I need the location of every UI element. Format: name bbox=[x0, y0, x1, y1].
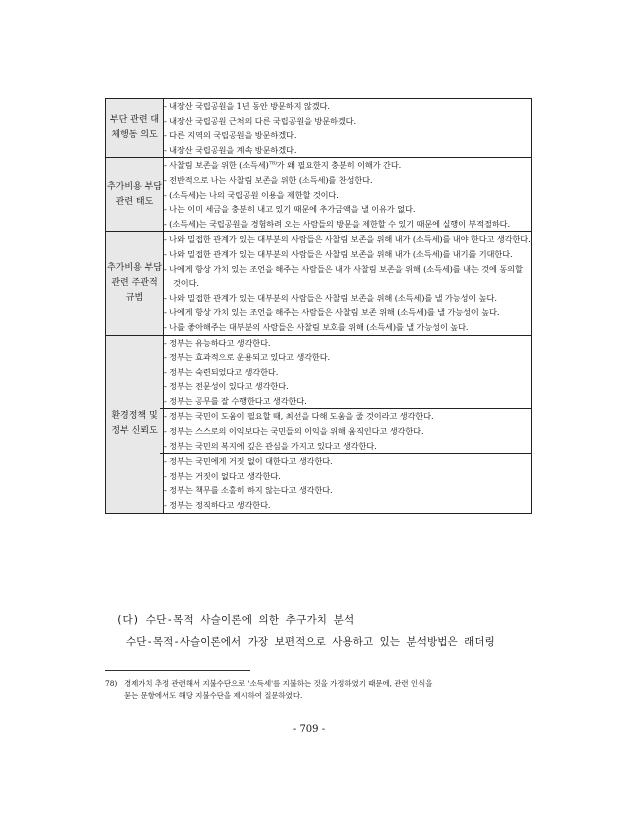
list-item: - 정부는 국민이 도움이 필요할 때, 최선을 다해 도움을 줄 것이라고 생각한다. bbox=[164, 411, 434, 422]
list-item: - 정부는 전문성이 있다고 생각한다. bbox=[164, 381, 289, 392]
footnote-marker: 78) bbox=[268, 160, 277, 167]
items-cell bbox=[164, 335, 532, 513]
footnote-number: 78) bbox=[105, 679, 118, 688]
survey-items-table bbox=[105, 98, 532, 514]
list-item: - 정부는 국민에게 거짓 없이 대한다고 생각한다. bbox=[164, 456, 333, 467]
list-item: - 정부는 유능하다고 생각한다. bbox=[164, 337, 271, 348]
category-cell: 부단 관련 대체행동 의도 bbox=[106, 99, 164, 158]
list-item: - 정부는 책무를 소홀히 하지 않는다고 생각한다. bbox=[164, 485, 333, 496]
items-cell bbox=[164, 158, 532, 232]
table-row bbox=[106, 232, 532, 335]
list-item: - 내장산 국립공원을 1년 동안 방문하지 않겠다. bbox=[164, 101, 330, 111]
list-item: - 내장산 국립공원 근처의 다른 국립공원을 방문하겠다. bbox=[164, 115, 356, 126]
list-item: - 정부는 국민의 복지에 깊은 관심을 가지고 있다고 생각한다. bbox=[160, 439, 531, 455]
body-paragraph: 수단-목적-사슬이론에서 가장 보편적으로 사용하고 있는 분석방법은 래더링 bbox=[126, 636, 495, 648]
section-heading: (다) 수단-목적 사슬이론에 의한 추구가치 분석 bbox=[116, 614, 355, 626]
list-item: - 다른 지역의 국립공원을 방문하겠다. bbox=[164, 130, 297, 141]
footnote-divider bbox=[105, 670, 250, 671]
list-item: - 정부는 공무를 잘 수행한다고 생각한다. bbox=[160, 394, 531, 410]
list-item bbox=[164, 158, 531, 173]
list-item: - 정부는 정직하다고 생각한다. bbox=[164, 500, 271, 511]
category-cell: 환경정책 및 정부 신뢰도 bbox=[106, 335, 164, 513]
list-item: - 전반적으로 나는 사찰림 보존을 위한 (소득세)를 찬성한다. bbox=[164, 174, 373, 185]
list-item: - 정부는 스스로의 이익보다는 국민들의 이익을 위해 움직인다고 생각한다. bbox=[164, 426, 424, 437]
list-item: - 나에게 항상 가치 있는 조언을 해주는 사람들은 내가 사찰림 보존을 위해 (소득세)를 내는 것에 동의할 것이다. bbox=[164, 263, 523, 289]
list-item: - 정부는 거짓이 없다고 생각한다. bbox=[164, 470, 281, 481]
list-item: - 나와 밀접한 관계가 있는 대부분의 사람들은 사찰림 보존을 위해 내가 (소득세)를 내야 한다고 생각한다. bbox=[164, 234, 531, 245]
item-text: 가 왜 필요한지 충분히 이해가 간다. bbox=[276, 160, 402, 171]
footnote-line bbox=[105, 678, 525, 690]
list-item: - 나를 좋아해주는 대부분의 사람들은 사찰림 보호를 위해 (소득세)를 낼 가능성이 높다. bbox=[164, 321, 469, 332]
footnote bbox=[105, 678, 525, 702]
items-cell bbox=[164, 99, 532, 158]
footnote-text: 경제가치 추정 관련해서 지불수단으로 '소득세'를 지불하는 것을 가정하였기 때문에, 관련 인식을 bbox=[124, 679, 433, 688]
table-row bbox=[106, 99, 532, 158]
footnote-text: 묻는 문항에서도 해당 지불수단을 제시하여 질문하였다. bbox=[124, 691, 303, 700]
category-cell: 추가비용 부담 관련 주관적 규범 bbox=[106, 232, 164, 335]
list-item: - 나와 밀접한 관계가 있는 대부분의 사람들은 사찰림 보존을 위해 (소득세)를 낼 가능성이 높다. bbox=[164, 292, 497, 303]
page-number: - 709 - bbox=[292, 724, 326, 735]
item-text: - 사찰림 보존을 위한 (소득세) bbox=[164, 160, 269, 171]
list-item: - 나는 이미 세금을 충분히 내고 있기 때문에 추가금액을 낼 이유가 없다. bbox=[164, 204, 416, 215]
list-item: - (소득세)는 나의 국립공원 이용을 제한할 것이다. bbox=[164, 189, 339, 200]
category-cell: 추가비용 부담 관련 태도 bbox=[106, 158, 164, 232]
table-row bbox=[106, 335, 532, 513]
list-item: - 내장산 국립공원을 계속 방문하겠다. bbox=[164, 144, 297, 155]
list-item: - 정부는 숙련되었다고 생각한다. bbox=[164, 366, 279, 377]
list-item: - 나에게 항상 가치 있는 조언을 해주는 사람들은 사찰림 보존 위해 (소득세)를 낼 가능성이 높다. bbox=[164, 307, 500, 318]
list-item: - (소득세)는 국립공원을 경험하려 오는 사람들의 방문을 제한할 수 있기 때문에 실행이 부적절하다. bbox=[164, 218, 510, 229]
list-item: - 나와 밀접한 관계가 있는 대부분의 사람들은 사찰림 보존을 위해 내가 (소득세)를 내기를 기대한다. bbox=[164, 248, 513, 259]
table-row bbox=[106, 158, 532, 232]
items-cell bbox=[164, 232, 532, 335]
list-item: - 정부는 효과적으로 운용되고 있다고 생각한다. bbox=[164, 352, 331, 363]
